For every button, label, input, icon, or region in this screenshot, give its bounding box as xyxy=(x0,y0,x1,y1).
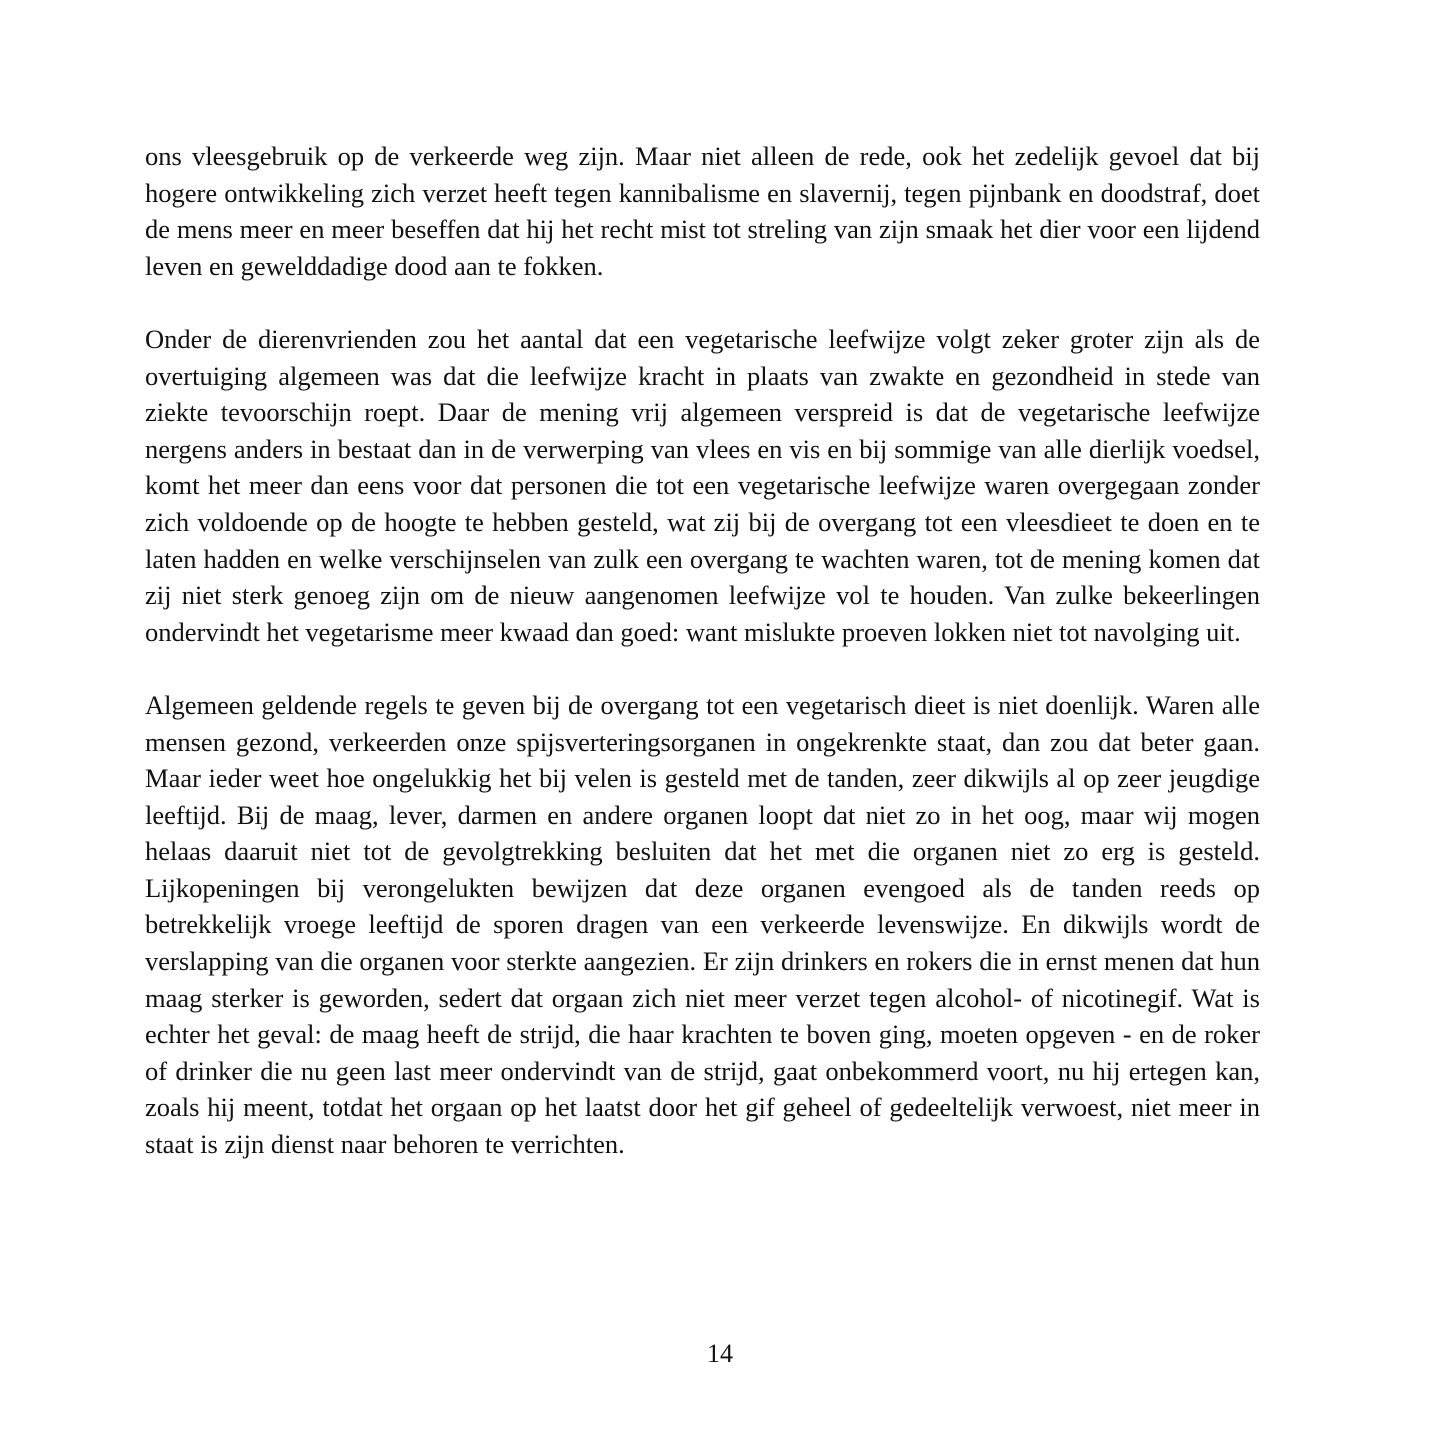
paragraph-2: Onder de dierenvrienden zou het aantal dat een vegetarische leefwijze volgt zeker groter zijn als de overtuiging algemeen was dat die leefwijze kracht in plaats van zwakte en gezondheid in stede van ziekte tevoorschijn roept. Daar de mening vrij algemeen verspreid is dat de vegetarische leefwijze nergens anders in bestaat dan in de verwerping van vlees en vis en bij sommige van alle dierlijk voedsel, komt het meer dan eens voor dat personen die tot een vegetarische leefwijze waren overgegaan zonder zich voldoende op de hoogte te hebben gesteld, wat zij bij de overgang tot een vleesdieet te doen en te laten hadden en welke verschijnselen van zulk een overgang te wachten waren, tot de mening komen dat zij niet sterk genoeg zijn om de nieuw aangenomen leefwijze vol te houden. Van zulke bekeerlingen ondervindt het vegetarisme meer kwaad dan goed: want mislukte proeven lokken niet tot navolging uit. xyxy=(145,323,1260,647)
paragraph-1: ons vleesgebruik op de verkeerde weg zijn. Maar niet alleen de rede, ook het zedelijk gevoel dat bij hogere ontwikkeling zich verzet heeft tegen kannibalisme en slavernij, tegen pijnbank en doodstraf, doet de mens meer en meer beseffen dat hij het recht mist tot streling van zijn smaak het dier voor een lijdend leven en gewelddadige dood aan te fokken. xyxy=(145,141,1260,281)
body-text xyxy=(145,138,1260,1163)
page-number: 14 xyxy=(707,1339,733,1368)
paragraph-3: Algemeen geldende regels te geven bij de overgang tot een vegetarisch dieet is niet doenlijk. Waren alle mensen gezond, verkeerden onze spijsverteringsorganen in ongekrenkte staat, dan zou dat beter gaan. Maar ieder weet hoe ongelukkig het bij velen is gesteld met de tanden, zeer dikwijls al op zeer jeugdige leeftijd. Bij de maag, lever, darmen en andere organen loopt dat niet zo in het oog, maar wij mogen helaas daaruit niet tot de gevolgtrekking besluiten dat het met die organen niet zo erg is gesteld. Lijkopeningen bij verongelukten bewijzen dat deze organen evengoed als de tanden reeds op betrekkelijk vroege leeftijd de sporen dragen van een verkeerde levenswijze. En dikwijls wordt de verslapping van die organen voor sterkte aangezien. Er zijn drinkers en rokers die in ernst menen dat hun maag sterker is geworden, sedert dat orgaan zich niet meer verzet tegen alcohol- of nicotinegif. Wat is echter het geval: de maag heeft de strijd, die haar krachten te boven ging, moeten opgeven - en de roker of drinker die nu geen last meer ondervindt van de strijd, gaat onbekommerd voort, nu hij ertegen kan, zoals hij meent, totdat het orgaan op het laatst door het gif geheel of gedeeltelijk verwoest, niet meer in staat is zijn dienst naar behoren te verrichten. xyxy=(145,689,1260,1160)
